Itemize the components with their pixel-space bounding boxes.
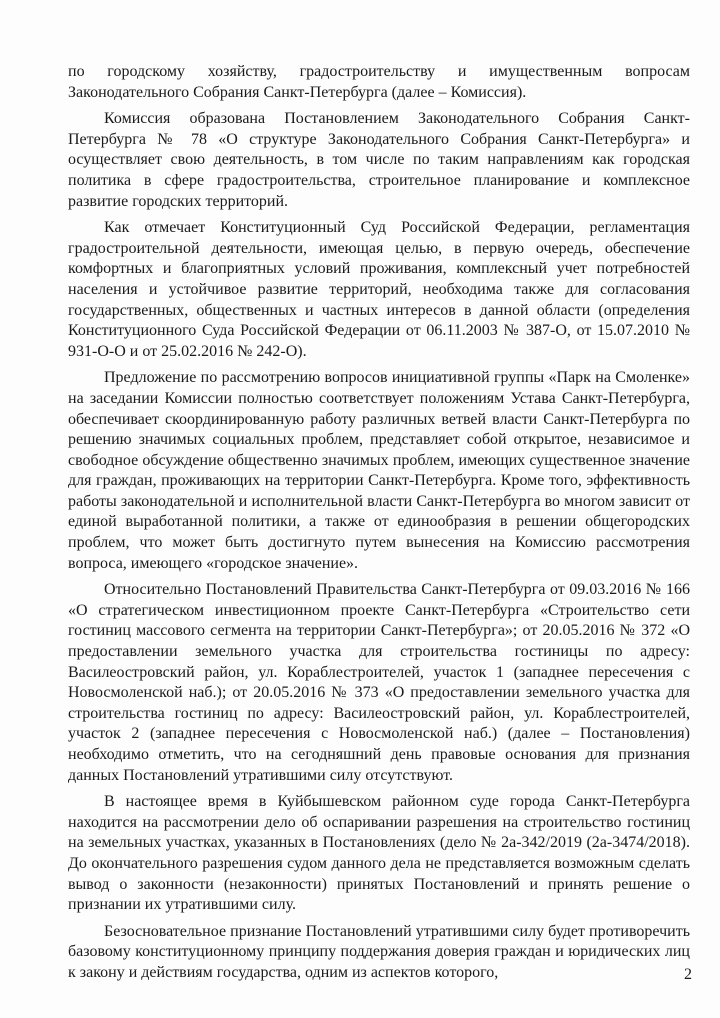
paragraph: Безосновательное признание Постановлений утратившими силу будет противоречить базовому конституционному принципу поддержания доверия граждан и юридических лиц к закону и действиям государства, одним из аспектов которого, [68,922,690,981]
document-body [68,62,690,990]
paragraph: по городскому хозяйству, градостроительству и имущественным вопросам Законодательного Собрания Санкт-Петербурга (далее – Комиссия). [68,63,690,101]
paragraph: Комиссия образована Постановлением Законодательного Собрания Санкт-Петербурга № 78 «О структуре Законодательного Собрания Санкт-Петербурга» и осуществляет свою деятельность, в том числе по таким направлениям как городская политика в сфере градостроительства, строительное планирование и комплексное развитие городских территорий. [68,110,690,210]
paragraph: Как отмечает Конституционный Суд Российской Федерации, регламентация градостроительной деятельности, имеющая целью, в первую очередь, обеспечение комфортных и благоприятных условий проживания, комплексный учет потребностей населения и устойчивое развитие территорий, необходима также для согласования государственных, общественных и частных интересов в данной области (определения Конституционного Суда Российской Федерации от 06.11.2003 № 387-О, от 15.07.2010 № 931-О-О и от 25.02.2016 № 242-О). [68,219,690,360]
page-number: 2 [684,966,692,983]
paragraph: В настоящее время в Куйбышевском районном суде города Санкт-Петербурга находится на рассмотрении дело об оспаривании разрешения на строительство гостиниц на земельных участках, указанных в Постановлениях (дело № 2а-342/2019 (2а-3474/2018). До окончательного разрешения судом данного дела не представляется возможным сделать вывод о законности (незаконности) принятых Постановлений и принять решение о признании их утратившими силу. [68,793,690,914]
paragraph: Предложение по рассмотрению вопросов инициативной группы «Парк на Смоленке» на заседании Комиссии полностью соответствует положениям Устава Санкт-Петербурга, обеспечивает скоординированную работу различных ветвей власти Санкт-Петербурга по решению значимых социальных проблем, представляет собой открытое, независимое и свободное обсуждение общественно значимых проблем, имеющих существенное значение для граждан, проживающих на территории Санкт-Петербурга. Кроме того, эффективность работы законодательной и исполнительной власти Санкт-Петербурга во многом зависит от единой выработанной политики, а также от единообразия в решении общегородских проблем, что может быть достигнуто путем вынесения на Комиссию рассмотрения вопроса, имеющего «городское значение». [68,369,690,572]
paragraph: Относительно Постановлений Правительства Санкт-Петербурга от 09.03.2016 № 166 «О стратегическом инвестиционном проекте Санкт-Петербурга «Строительство сети гостиниц массового сегмента на территории Санкт-Петербурга»; от 20.05.2016 № 372 «О предоставлении земельного участка для строительства гостиницы по адресу: Василеостровский район, ул. Кораблестроителей, участок 1 (западнее пересечения с Новосмоленской наб.); от 20.05.2016 № 373 «О предоставлении земельного участка для строительства гостиниц по адресу: Василеостровский район, ул. Кораблестроителей, участок 2 (западнее пересечения с Новосмоленской наб.) (далее – Постановления) необходимо отметить, что на сегодняшний день правовые основания для признания данных Постановлений утратившими силу отсутствуют. [68,581,690,784]
